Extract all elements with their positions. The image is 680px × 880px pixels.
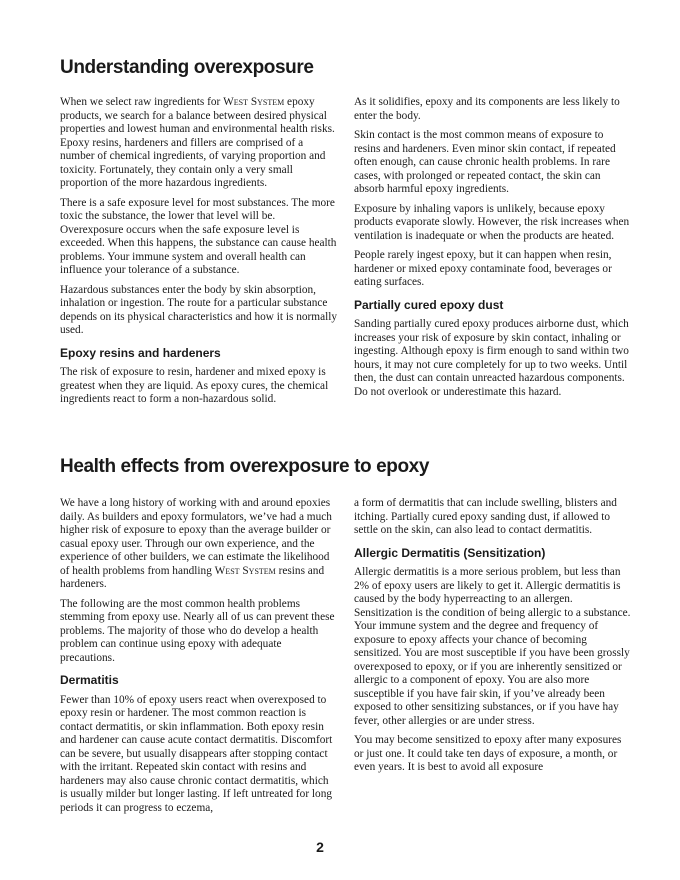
paragraph: a form of dermatitis that can include swelling, blisters and itching. Partially cured epoxy sanding dust, if allowed to settle on the skin, can also lead to contact dermatitis. — [354, 497, 617, 536]
section2-right-column — [354, 497, 632, 781]
paragraph: Hazardous substances enter the body by skin absorption, inhalation or ingestion. The route for a particular substance depends on its physical characteristics and how it is normally used. — [60, 283, 338, 336]
paragraph: Exposure by inhaling vapors is unlikely, because epoxy products evaporate slowly. However, the risk increases when ventilation is inadequate or when the products are heated. — [354, 202, 630, 242]
section1-left-column — [60, 96, 338, 413]
section2-left-column — [60, 497, 338, 821]
brand-name: West System — [214, 564, 276, 577]
subheading-allergic-dermatitis: Allergic Dermatitis (Sensitization) — [354, 545, 546, 560]
paragraph: As it solidifies, epoxy and its components are less likely to enter the body. — [354, 96, 620, 122]
brand-name: West System — [223, 96, 285, 108]
subheading-epoxy-resins: Epoxy resins and hardeners — [60, 345, 221, 360]
paragraph: You may become sensitized to epoxy after many exposures or just one. It could take ten days of exposure, a month, or even years. It is best to avoid all exposure — [354, 734, 622, 773]
paragraph: The following are the most common health problems stemming from epoxy use. Nearly all of us can prevent these problems. The majority of those who do develop a health problem can continue using epoxy with adequate precautions. — [60, 597, 335, 664]
subheading-dermatitis: Dermatitis — [60, 673, 119, 687]
paragraph: There is a safe exposure level for most substances. The more toxic the substance, the lower that level will be. Overexposure occurs when the safe exposure level is exceeded. When this happens, the substance can cause health problems. Your immune system and overall health can influence your tolerance of a substance. — [60, 196, 337, 276]
paragraph: The risk of exposure to resin, hardener and mixed epoxy is greatest when they are liquid. As epoxy cures, the chemical ingredients react to form a non-hazardous solid. — [60, 366, 329, 405]
paragraph: Skin contact is the most common means of exposure to resins and hardeners. Even minor skin contact, if repeated often enough, can cause chronic health problems. In rare cases, with prolonged or repeated contact, the skin can absorb harmful epoxy ingredients. — [354, 129, 616, 195]
page-number: 2 — [316, 839, 324, 855]
paragraph: Allergic dermatitis is a more serious problem, but less than 2% of epoxy users are likely to get it. Allergic dermatitis is caused by the body hyperreacting to an allergen. Sensitization is the condition of being allergic to a substance. Your immune system and the degree and frequency of exposure to epoxy affects your chance of becoming sensitized. You are most susceptible if you have been grossly overexposed to epoxy, or if you are inherently sensitized or allergic to a component of epoxy. You are also more susceptible if you have fair skin, if you’ve already been exposed to other sensitizing substances, or if you have hay fever, other allergies or are under stress. — [354, 566, 631, 727]
paragraph: People rarely ingest epoxy, but it can happen when resin, hardener or mixed epoxy contaminate food, beverages or eating surfaces. — [354, 249, 612, 288]
paragraph: When we select raw ingredients for West System epoxy products, we search for a balance between desired physical properties and lowest human and environmental health risks. Epoxy resins, hardeners and fillers are comprised of a number of chemical ingredients, of varying proportion and toxicity. Fortunately, they contain only a very small proportion of the more hazardous ingredients. — [60, 96, 335, 189]
section-title-overexposure: Understanding overexposure — [60, 57, 314, 78]
paragraph: Sanding partially cured epoxy produces airborne dust, which increases your risk of exposure by skin contact, inhaling or ingesting. Although epoxy is firm enough to sand within two hours, it may not cure completely for up to two weeks. Until then, the dust can contain unreacted hazardous components. Do not overlook or underestimate this hazard. — [354, 318, 629, 398]
section1-right-column — [354, 96, 632, 405]
paragraph: Fewer than 10% of epoxy users react when overexposed to epoxy resin or hardener. The most common reaction is contact dermatitis, or skin inflammation. Both epoxy resin and hardener can cause acute contact dermatitis. Discomfort can be severe, but usually disappears after stopping contact with the irritant. Repeated skin contact with resins and hardeners may also cause chronic contact dermatitis, which is usually milder but longer lasting. If left untreated for long periods it can progress to eczema, — [60, 693, 333, 814]
paragraph: We have a long history of working with and around epoxies daily. As builders and epoxy formulators, we’ve had a much higher risk of exposure to epoxy than the average builder or casual epoxy user. Through our own experience, and the experience of other builders, we can estimate the likelihood of health problems from handling West System resins and hardeners. — [60, 497, 332, 590]
section-title-health-effects: Health effects from overexposure to epoxy — [60, 456, 429, 477]
subheading-partially-cured: Partially cured epoxy dust — [354, 297, 504, 312]
